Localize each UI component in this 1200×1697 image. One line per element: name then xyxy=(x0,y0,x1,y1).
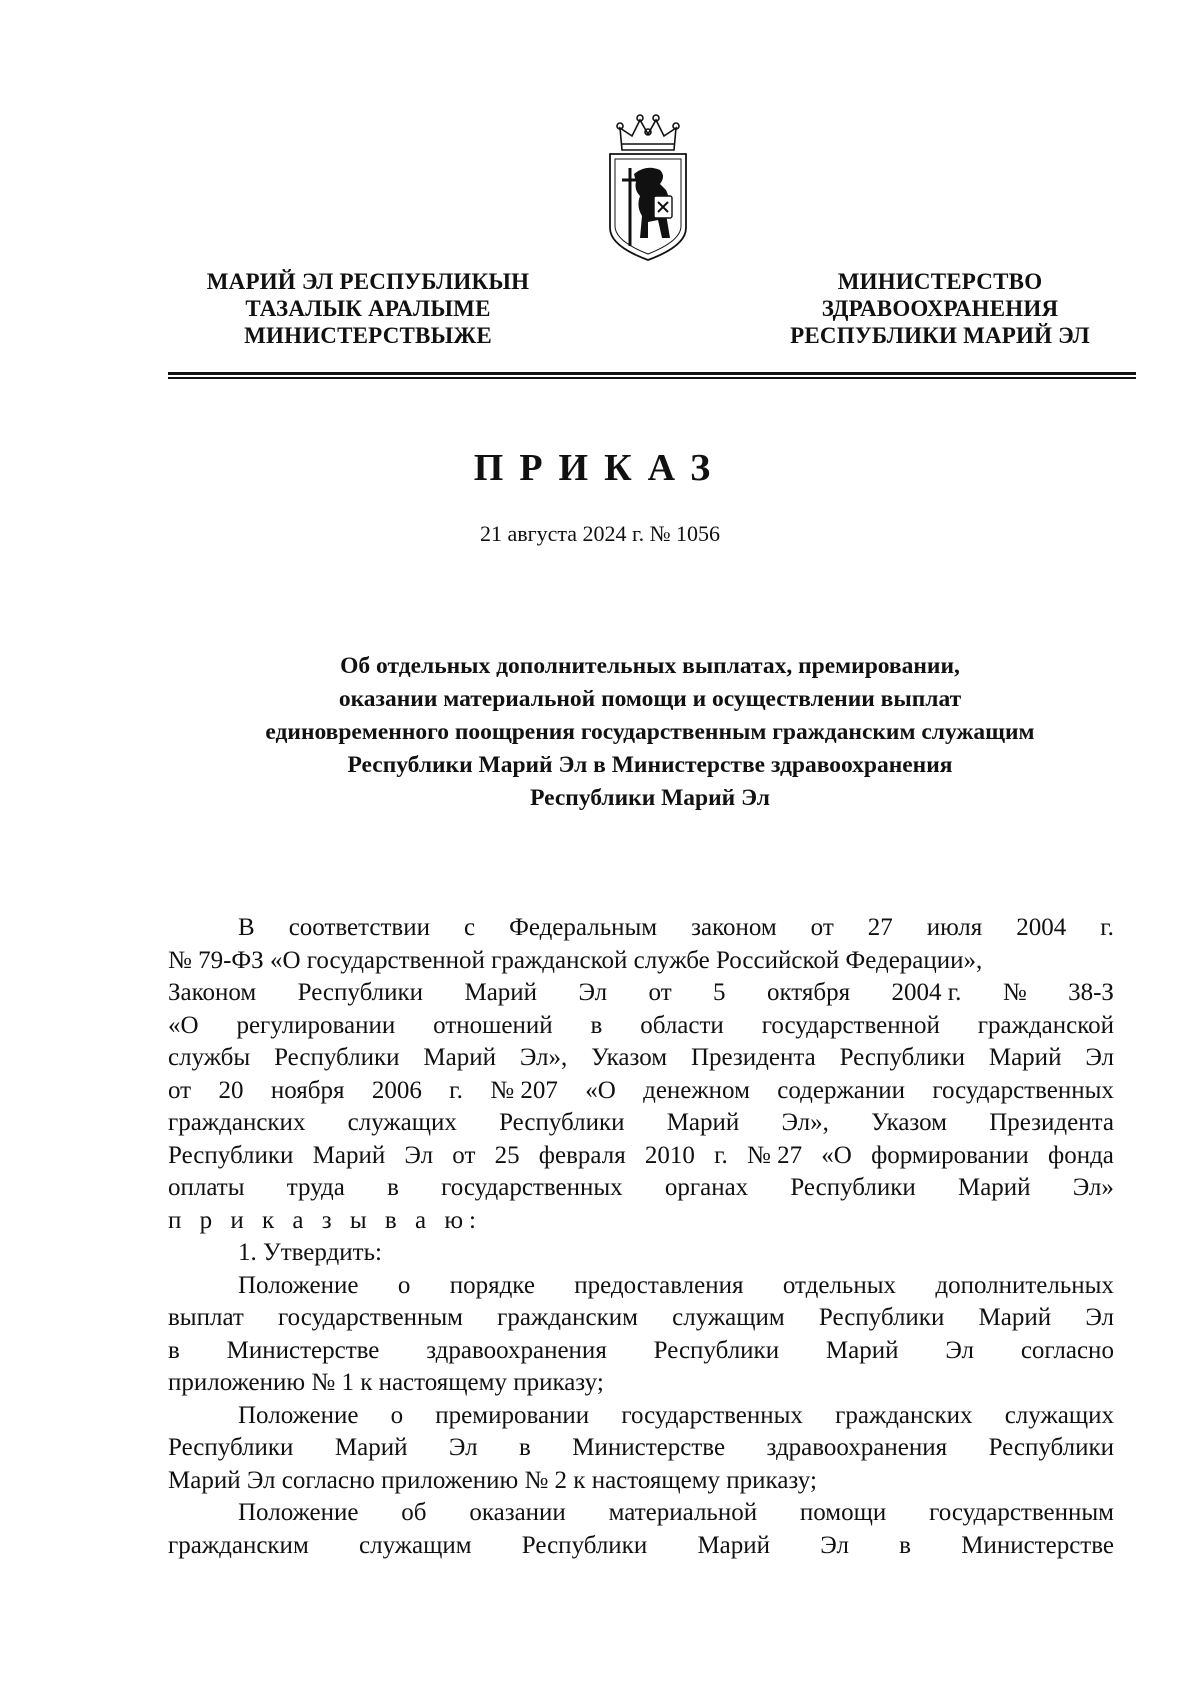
body-word: Законом xyxy=(168,979,257,1006)
body-word: служащим xyxy=(672,1304,785,1331)
coat-of-arms-icon xyxy=(600,110,696,266)
body-line xyxy=(168,912,1114,945)
header-org-mari-line: ТАЗАЛЫК АРАЛЫМЕ xyxy=(245,296,491,321)
body-word: здравоохранения xyxy=(766,1434,948,1461)
body-word: Республики xyxy=(790,1174,916,1201)
body-word: Указом xyxy=(591,1044,668,1071)
header-org-mari xyxy=(158,268,578,349)
body-word: № xyxy=(1002,979,1027,1006)
body-line xyxy=(168,1075,1114,1108)
body-word: 2004 г. xyxy=(891,979,962,1006)
body-word: от xyxy=(452,1141,476,1169)
body-line xyxy=(168,1237,1114,1270)
body-word: 25 xyxy=(494,1141,520,1169)
body-word: февраля xyxy=(538,1141,626,1169)
header-org-russian xyxy=(740,268,1140,349)
body-word: октября xyxy=(766,979,851,1006)
body-line xyxy=(168,1302,1114,1335)
body-line xyxy=(168,1432,1114,1465)
body-word: приложению № 1 к настоящему приказу; xyxy=(168,1369,604,1396)
body-word: Республики xyxy=(297,979,424,1006)
body-word: В xyxy=(238,914,255,941)
body-word: Марий xyxy=(988,1044,1062,1071)
body-word: оказании xyxy=(469,1499,566,1526)
body-word: оплаты xyxy=(168,1174,245,1201)
body-word: Марий xyxy=(825,1336,899,1364)
body-word: Марий xyxy=(666,1109,740,1136)
body-word: Республики xyxy=(168,1141,294,1169)
body-word: государственным xyxy=(929,1499,1114,1526)
body-word: № 207 xyxy=(490,1076,558,1104)
body-line xyxy=(168,1367,1114,1400)
body-word: г. xyxy=(1100,914,1114,941)
body-word: в xyxy=(899,1531,911,1559)
body-word: Президента xyxy=(989,1109,1114,1136)
body-word: государственных xyxy=(441,1174,623,1201)
body-line xyxy=(168,1010,1114,1043)
body-word: области xyxy=(640,1011,724,1039)
body-word: отдельных xyxy=(782,1271,896,1299)
body-word: Эл xyxy=(1085,1044,1114,1071)
header-org-mari-line: МИНИСТЕРСТВЫЖЕ xyxy=(244,323,492,348)
body-word: порядке xyxy=(449,1271,535,1299)
body-word: гражданским xyxy=(168,1531,309,1559)
body-word: регулировании xyxy=(236,1011,396,1039)
body-word: государственным xyxy=(278,1304,463,1331)
body-word: Федеральным xyxy=(509,914,658,941)
body-word: г. xyxy=(714,1141,728,1169)
body-word: Эл» xyxy=(1072,1174,1114,1201)
body-word: гражданских xyxy=(835,1401,973,1429)
body-word: Республики xyxy=(168,1434,294,1461)
body-word: от xyxy=(648,979,672,1006)
body-word: труда xyxy=(286,1174,345,1201)
body-word: Положение xyxy=(238,1401,359,1429)
body-word: п р и к а з ы в а ю: xyxy=(168,1206,482,1234)
body-word: предоставления xyxy=(574,1271,744,1299)
body-word: Республики xyxy=(988,1434,1114,1461)
body-word: денежном xyxy=(643,1076,750,1104)
body-word: согласно xyxy=(1020,1336,1114,1364)
body-line xyxy=(168,1530,1114,1563)
body-line xyxy=(168,945,1114,978)
body-word: об xyxy=(401,1499,427,1526)
body-word: 1. Утвердить: xyxy=(238,1239,382,1266)
body-word: «О xyxy=(585,1076,616,1104)
body-word: в xyxy=(387,1174,399,1201)
document-type-heading: ПРИКАЗ xyxy=(473,447,727,489)
body-word: Положение xyxy=(238,1499,359,1526)
body-word: Эл xyxy=(820,1531,849,1559)
body-word: 20 xyxy=(218,1076,244,1104)
header-org-russian-line: ЗДРАВООХРАНЕНИЯ xyxy=(821,296,1059,321)
body-word: с xyxy=(463,914,476,941)
document-title-line: Об отдельных дополнительных выплатах, премировании, xyxy=(340,653,960,679)
body-line xyxy=(168,1465,1114,1498)
body-word: о xyxy=(397,1271,411,1299)
body-word: Министерстве xyxy=(572,1434,726,1461)
body-word: ноября xyxy=(270,1076,345,1104)
header-org-russian-line: РЕСПУБЛИКИ МАРИЙ ЭЛ xyxy=(790,323,1090,348)
body-word: Эл xyxy=(1085,1304,1114,1331)
body-word: содержании xyxy=(777,1076,905,1104)
body-line xyxy=(168,1400,1114,1433)
body-word: государственной xyxy=(761,1011,940,1039)
body-word: Марий xyxy=(423,1044,496,1071)
body-line xyxy=(168,1335,1114,1368)
body-line xyxy=(168,977,1114,1010)
body-line xyxy=(168,1205,1114,1238)
body-word: Указом xyxy=(871,1109,948,1136)
body-word: гражданским xyxy=(497,1304,638,1331)
body-word: гражданской xyxy=(977,1011,1114,1039)
body-word: соответствии xyxy=(288,914,430,941)
body-word: 38-З xyxy=(1068,979,1114,1006)
body-word: Республики xyxy=(653,1336,780,1364)
body-word: фонда xyxy=(1048,1141,1114,1169)
body-word: гражданских xyxy=(168,1109,306,1136)
body-word: Марий xyxy=(697,1531,771,1559)
body-line xyxy=(168,1270,1114,1303)
body-word: Республики xyxy=(839,1044,965,1071)
body-word: «О xyxy=(168,1011,199,1039)
body-word: «О xyxy=(821,1141,852,1169)
body-word: Эл xyxy=(404,1141,434,1169)
body-word: Эл xyxy=(578,979,608,1006)
body-word: Марий xyxy=(464,979,538,1006)
body-word: в xyxy=(519,1434,531,1461)
body-line xyxy=(168,1042,1114,1075)
body-word: № 79-ФЗ «О государственной гражданской службе Российской Федерации», xyxy=(168,946,983,974)
body-word: службы xyxy=(168,1044,251,1071)
body-word: служащих xyxy=(1004,1401,1114,1429)
document-body xyxy=(168,912,1114,1562)
document-date-number: 21 августа 2024 г. № 1056 xyxy=(479,521,721,546)
body-word: 2006 xyxy=(371,1076,422,1104)
header-org-russian-line: МИНИСТЕРСТВО xyxy=(837,269,1043,294)
body-word: 27 xyxy=(867,914,893,941)
body-word: помощи xyxy=(799,1499,887,1526)
body-word: Эл xyxy=(448,1434,478,1461)
body-word: Эл», xyxy=(519,1044,568,1071)
body-word: Республики xyxy=(274,1044,400,1071)
body-word: Марий xyxy=(334,1434,408,1461)
document-title-line: Республики Марий Эл в Министерстве здравоохранения xyxy=(347,752,953,778)
body-word: государственных xyxy=(621,1401,803,1429)
body-word: 2010 xyxy=(644,1141,695,1169)
body-word: служащих xyxy=(347,1109,457,1136)
body-line xyxy=(168,1107,1114,1140)
body-word: Марий xyxy=(312,1141,386,1169)
body-line xyxy=(168,1140,1114,1173)
body-word: от xyxy=(810,914,834,941)
document-title xyxy=(150,650,1150,815)
body-word: от xyxy=(168,1076,192,1104)
body-word: выплат xyxy=(168,1304,244,1331)
body-word: Республики xyxy=(818,1304,945,1331)
document-title-line: Республики Марий Эл xyxy=(530,785,770,811)
body-word: отношений xyxy=(433,1011,553,1039)
body-word: Президента xyxy=(690,1044,816,1071)
body-line xyxy=(168,1497,1114,1530)
body-word: Республики xyxy=(521,1531,648,1559)
body-word: Марий Эл согласно приложению № 2 к настоящему приказу; xyxy=(168,1466,817,1494)
body-line xyxy=(168,1172,1114,1205)
document-title-line: единовременного поощрения государственным гражданским служащим xyxy=(265,719,1035,745)
body-word: № 27 xyxy=(746,1141,803,1169)
body-word: июля xyxy=(926,914,983,941)
body-word: формировании xyxy=(871,1141,1029,1169)
body-word: здравоохранения xyxy=(426,1336,607,1364)
body-word: Эл xyxy=(945,1336,974,1364)
body-word: законом xyxy=(691,914,777,941)
body-word: Министерстве xyxy=(226,1336,380,1364)
body-word: Эл», xyxy=(781,1109,829,1136)
body-word: 5 xyxy=(713,979,726,1006)
body-word: Министерстве xyxy=(961,1531,1114,1559)
body-word: г. xyxy=(449,1076,463,1104)
body-word: Положение xyxy=(238,1271,359,1299)
body-word: дополнительных xyxy=(935,1271,1114,1299)
body-word: государственных xyxy=(932,1076,1114,1104)
body-word: в xyxy=(168,1336,180,1364)
header-divider xyxy=(168,372,1136,379)
body-word: служащим xyxy=(359,1531,472,1559)
body-word: в xyxy=(590,1011,603,1039)
header-org-mari-line: МАРИЙ ЭЛ РЕСПУБЛИКЫН xyxy=(206,269,530,294)
body-word: органах xyxy=(664,1174,749,1201)
body-word: 2004 xyxy=(1016,914,1067,941)
body-word: Республики xyxy=(499,1109,625,1136)
body-word: Марий xyxy=(978,1304,1052,1331)
body-word: материальной xyxy=(608,1499,758,1526)
document-title-line: оказании материальной помощи и осуществлении выплат xyxy=(338,686,962,712)
body-word: премировании xyxy=(435,1401,590,1429)
body-word: о xyxy=(390,1401,404,1429)
body-word: Марий xyxy=(957,1174,1031,1201)
